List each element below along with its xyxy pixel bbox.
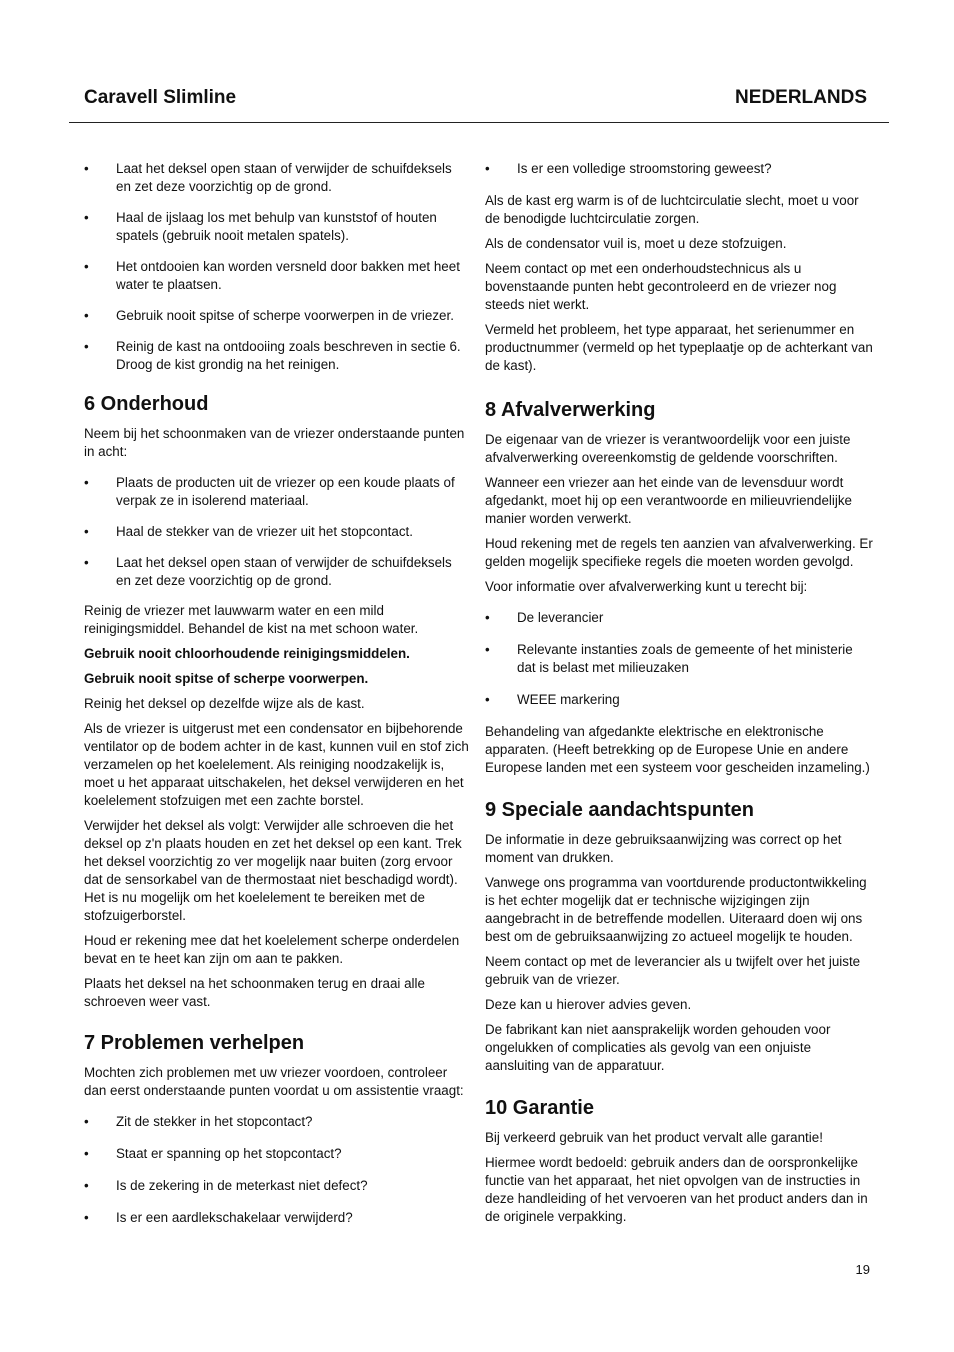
paragraph: Als de vriezer is uitgerust met een condensator en bijbehorende ventilator op de bodem achter in de kast, kunnen vuil en stof zich verzamelen op het koelelement. Als reiniging noodzakelijk is, moet u het apparaat uitschakelen, het deksel verwijderen en het koelelement stofzuigen met een zachte borstel.	[84, 721, 469, 808]
list-item: • Is er een aardlekschakelaar verwijderd?	[84, 1210, 353, 1225]
list-item: • Reinig de kast na ontdooiing zoals beschreven in sectie 6. Droog de kist grondig na het reinigen.	[84, 339, 461, 372]
bullet-icon: •	[84, 1114, 89, 1129]
paragraph: Verwijder het deksel als volgt: Verwijder alle schroeven die het deksel op z'n plaats houden en zet het deksel op een kant. Trek het deksel voorzichtig zo ver mogelijk naar buiten (zorg ervoor dat de sensorkabel van de thermostaat niet beschadigd wordt). Het is nu mogelijk om het koelelement te bereiken met de stofzuigerborstel.	[84, 818, 462, 923]
list-item: • Zit de stekker in het stopcontact?	[84, 1114, 313, 1129]
bullet-icon: •	[84, 210, 89, 225]
paragraph: Neem bij het schoonmaken van de vriezer onderstaande punten in acht:	[84, 426, 465, 459]
paragraph: Neem contact op met een onderhoudstechnicus als u bovenstaande punten hebt gecontroleerd en de vriezer nog steeds niet werkt.	[485, 261, 837, 312]
list-item: • Het ontdooien kan worden versneld door bakken met heet water te plaatsen.	[84, 259, 460, 292]
paragraph: Reinig de vriezer met lauwwarm water en een mild reinigingsmiddel. Behandel de kist na met schoon water.	[84, 603, 419, 636]
bullet-icon: •	[84, 524, 89, 539]
problemen-bullet-list-continued	[485, 160, 873, 178]
paragraph: Mochten zich problemen met uw vriezer voordoen, controleer dan eerst onderstaande punten voordat u om assistentie vraagt:	[84, 1065, 464, 1098]
afvalverwerking-bullet-list	[485, 609, 873, 709]
list-item: • Plaats de producten uit de vriezer op een koude plaats of verpak ze in isolerend materiaal.	[84, 475, 455, 508]
list-item: • Haal de stekker van de vriezer uit het stopcontact.	[84, 524, 413, 539]
section-heading-problemen: 7 Problemen verhelpen	[84, 1032, 305, 1054]
section-heading-speciale-aandachtspunten: 9 Speciale aandachtspunten	[485, 799, 754, 821]
left-column	[84, 160, 469, 1240]
bullet-icon: •	[84, 339, 89, 354]
warning-text: Gebruik nooit chloorhoudende reinigingsmiddelen.	[84, 646, 410, 661]
paragraph: Houd rekening met de regels ten aanzien van afvalverwerking. Er gelden mogelijk specifieke regels die moeten worden gevolgd.	[485, 536, 873, 569]
bullet-icon: •	[485, 161, 490, 176]
paragraph: Bij verkeerd gebruik van het product vervalt alle garantie!	[485, 1130, 823, 1145]
list-item: • De leverancier	[485, 610, 604, 625]
list-item: • WEEE markering	[485, 692, 620, 707]
bullet-icon: •	[84, 308, 89, 323]
bullet-icon: •	[84, 475, 89, 490]
list-item: • Haal de ijslaag los met behulp van kunststof of houten spatels (gebruik nooit metalen spatels).	[84, 210, 437, 243]
paragraph: De eigenaar van de vriezer is verantwoordelijk voor een juiste afvalverwerking overeenkomstig de geldende voorschriften.	[485, 432, 851, 465]
document-title: Caravell Slimline	[84, 87, 237, 108]
paragraph: De informatie in deze gebruiksaanwijzing was correct op het moment van drukken.	[485, 832, 842, 865]
bullet-icon: •	[485, 610, 490, 625]
list-item: • Laat het deksel open staan of verwijder de schuifdeksels en zet deze voorzichtig op de grond.	[84, 161, 452, 194]
bullet-icon: •	[84, 1210, 89, 1225]
bullet-icon: •	[84, 1146, 89, 1161]
bullet-icon: •	[84, 161, 89, 176]
list-item: • Relevante instanties zoals de gemeente of het ministerie dat is belast met milieuzaken	[485, 642, 853, 675]
warning-text: Gebruik nooit spitse of scherpe voorwerpen.	[84, 671, 369, 686]
onderhoud-bullet-list	[84, 474, 469, 590]
paragraph: Vermeld het probleem, het type apparaat, het serienummer en productnummer (vermeld op het typeplaatje op de achterkant van de kast).	[485, 322, 873, 373]
bullet-icon: •	[84, 555, 89, 570]
paragraph: Vanwege ons programma van voortdurende productontwikkeling is het echter mogelijk dat er technische wijzigingen zijn aangebracht in de betreffende modellen. Uiteraard doen wij ons best om de gebruiksaanwijzing zo actueel mogelijk te houden.	[485, 875, 867, 944]
paragraph: Behandeling van afgedankte elektrische en elektronische apparaten. (Heeft betrekking op de Europese Unie en andere Europese landen met een systeem voor gescheiden inzameling.)	[485, 724, 870, 775]
header-rule	[69, 122, 889, 123]
bullet-icon: •	[84, 1178, 89, 1193]
paragraph: Deze kan u hierover advies geven.	[485, 997, 692, 1012]
right-column	[485, 160, 873, 1233]
section-heading-onderhoud: 6 Onderhoud	[84, 393, 209, 415]
bullet-icon: •	[485, 692, 490, 707]
bullet-icon: •	[485, 642, 490, 657]
bullet-icon: •	[84, 259, 89, 274]
list-item: • Laat het deksel open staan of verwijder de schuifdeksels en zet deze voorzichtig op de grond.	[84, 555, 452, 588]
language-label: NEDERLANDS	[735, 87, 867, 108]
paragraph: Neem contact op met de leverancier als u twijfelt over het juiste gebruik van de vriezer.	[485, 954, 861, 987]
intro-bullet-list	[84, 160, 469, 374]
section-heading-afvalverwerking: 8 Afvalverwerking	[485, 399, 656, 421]
list-item: • Is de zekering in de meterkast niet defect?	[84, 1178, 368, 1193]
list-item: • Is er een volledige stroomstoring geweest?	[485, 161, 772, 176]
paragraph: Als de kast erg warm is of de luchtcirculatie slecht, moet u voor de benodigde luchtcirculatie zorgen.	[485, 193, 859, 226]
paragraph: Voor informatie over afvalverwerking kunt u terecht bij:	[485, 579, 808, 594]
paragraph: Reinig het deksel op dezelfde wijze als de kast.	[84, 696, 365, 711]
problemen-bullet-list	[84, 1113, 469, 1227]
paragraph: Wanneer een vriezer aan het einde van de levensduur wordt afgedankt, moet hij op een verantwoorde en milieuvriendelijke manier worden verwerkt.	[485, 475, 852, 526]
paragraph: Plaats het deksel na het schoonmaken terug en draai alle schroeven weer vast.	[84, 976, 425, 1009]
paragraph: Hiermee wordt bedoeld: gebruik anders dan de oorspronkelijke functie van het apparaat, het niet opvolgen van de instructies in deze handleiding of het vervoeren van het product anders dan in de originele verpakking.	[485, 1155, 868, 1224]
paragraph: Houd er rekening mee dat het koelelement scherpe onderdelen bevat en te heet kan zijn om aan te pakken.	[84, 933, 460, 966]
paragraph: De fabrikant kan niet aansprakelijk worden gehouden voor ongelukken of complicaties als gevolg van een onjuiste aansluiting van de apparatuur.	[485, 1022, 831, 1073]
page-number: 19	[855, 1262, 870, 1277]
list-item: • Gebruik nooit spitse of scherpe voorwerpen in de vriezer.	[84, 308, 454, 323]
list-item: • Staat er spanning op het stopcontact?	[84, 1146, 342, 1161]
paragraph: Als de condensator vuil is, moet u deze stofzuigen.	[485, 236, 787, 251]
section-heading-garantie: 10 Garantie	[485, 1097, 594, 1119]
